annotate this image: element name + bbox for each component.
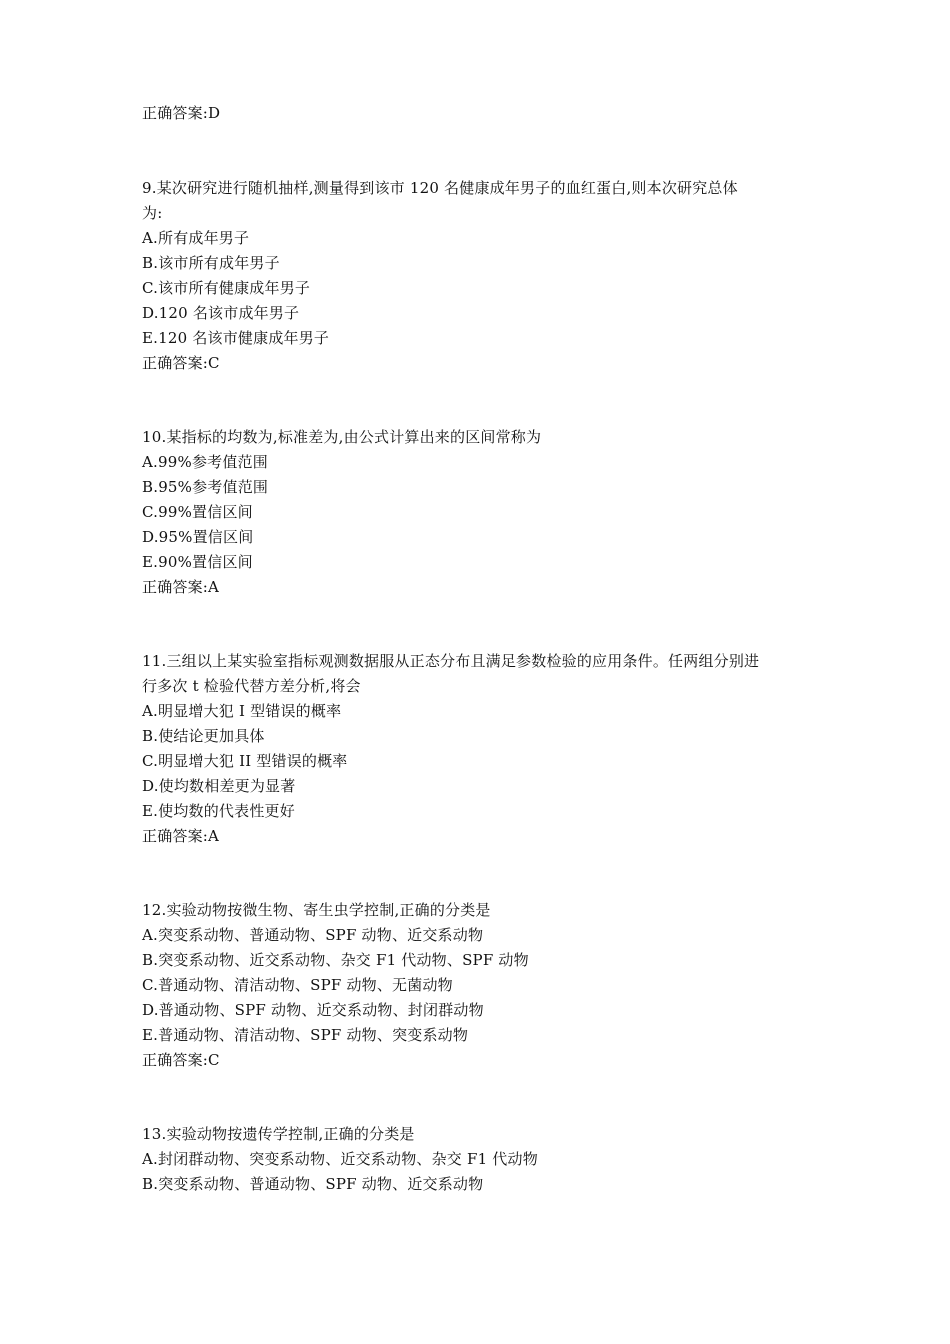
option-c: C.普通动物、清洁动物、SPF 动物、无菌动物 (142, 976, 453, 994)
option-d: D.普通动物、SPF 动物、近交系动物、封闭群动物 (142, 1001, 484, 1019)
option-e: E.120 名该市健康成年男子 (142, 329, 330, 347)
question-stem: 9.某次研究进行随机抽样,测量得到该市 120 名健康成年男子的血红蛋白,则本次研究总体 (142, 179, 738, 197)
option-c: C.明显增大犯 II 型错误的概率 (142, 752, 348, 770)
option-a: A.明显增大犯 I 型错误的概率 (142, 702, 342, 720)
option-e: E.90%置信区间 (142, 553, 253, 571)
question-stem: 10.某指标的均数为,标准差为,由公式计算出来的区间常称为 (142, 428, 542, 446)
option-b: B.突变系动物、普通动物、SPF 动物、近交系动物 (142, 1175, 484, 1193)
option-d: D.使均数相差更为显著 (142, 777, 296, 795)
option-d: D.95%置信区间 (142, 528, 254, 546)
option-e: E.使均数的代表性更好 (142, 802, 295, 820)
question-stem: 行多次 t 检验代替方差分析,将会 (142, 677, 361, 695)
question-stem: 为: (142, 204, 163, 222)
answer-line: 正确答案:A (142, 827, 220, 845)
option-a: A.封闭群动物、突变系动物、近交系动物、杂交 F1 代动物 (142, 1150, 538, 1168)
question-stem: 12.实验动物按微生物、寄生虫学控制,正确的分类是 (142, 901, 491, 919)
option-b: B.突变系动物、近交系动物、杂交 F1 代动物、SPF 动物 (142, 951, 529, 969)
question-stem: 11.三组以上某实验室指标观测数据服从正态分布且满足参数检验的应用条件。任两组分别进 (142, 652, 760, 670)
option-d: D.120 名该市成年男子 (142, 304, 300, 322)
option-b: B.95%参考值范围 (142, 478, 269, 496)
question-stem: 13.实验动物按遗传学控制,正确的分类是 (142, 1125, 415, 1143)
answer-line: 正确答案:C (142, 1051, 220, 1069)
option-e: E.普通动物、清洁动物、SPF 动物、突变系动物 (142, 1026, 469, 1044)
option-b: B.使结论更加具体 (142, 727, 265, 745)
option-a: A.突变系动物、普通动物、SPF 动物、近交系动物 (142, 926, 484, 944)
answer-line: 正确答案:A (142, 578, 220, 596)
option-b: B.该市所有成年男子 (142, 254, 280, 272)
option-c: C.99%置信区间 (142, 503, 253, 521)
answer-line: 正确答案:D (142, 104, 221, 122)
option-a: A.99%参考值范围 (142, 453, 268, 471)
answer-line: 正确答案:C (142, 354, 220, 372)
option-a: A.所有成年男子 (142, 229, 250, 247)
option-c: C.该市所有健康成年男子 (142, 279, 311, 297)
